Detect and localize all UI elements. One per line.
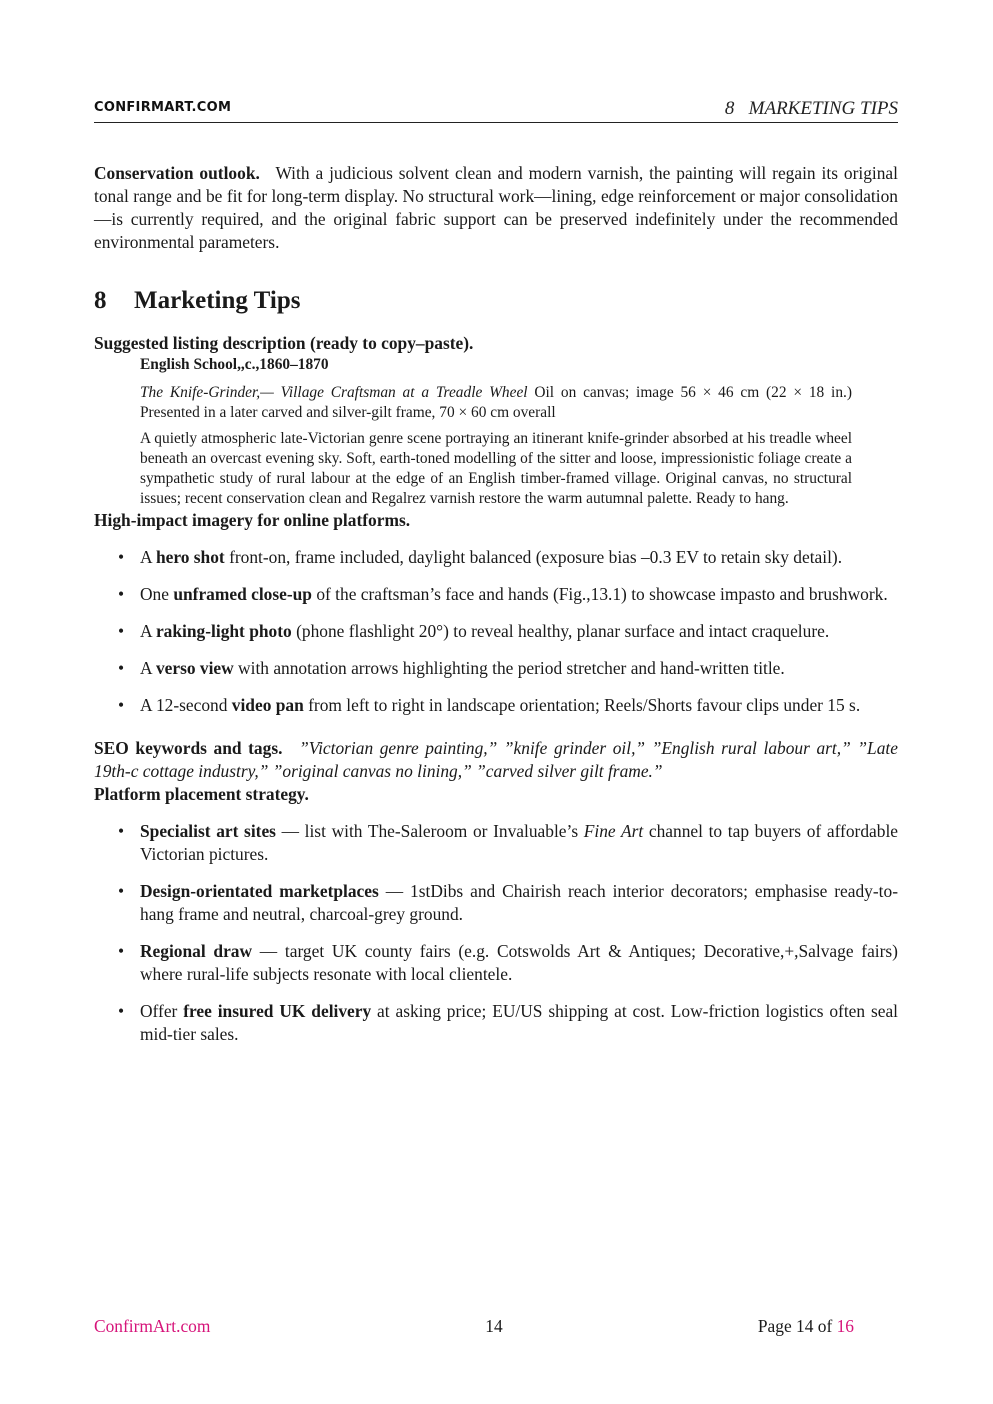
bullet-icon: •	[118, 547, 125, 567]
listing-description: A quietly atmospheric late-Victorian genre scene portraying an itinerant knife-grinder absorbed at his treadle wheel beneath an overcast evening sky. Soft, earth-toned modelling of the sitter and loose, impressionistic foliage create a sympathetic study of rural labour at the edge of an English timber-framed village. Original canvas, no structural issues; recent conservation clean and Regalrez varnish restore the warm autumnal palette. Ready to hang.	[140, 430, 852, 507]
list-item	[94, 620, 898, 643]
seo-label: SEO keywords and tags.	[94, 738, 283, 758]
page-header	[94, 98, 898, 123]
item-text: — target UK county fairs (e.g. Cotswolds Art & Antiques; Decorative,+,Salvage fairs) where rural-life subjects resonate with local clientele.	[140, 941, 898, 984]
bullet-icon: •	[118, 1001, 125, 1021]
item-text: A	[140, 547, 156, 567]
section-number: 8	[94, 287, 107, 314]
placement-heading: Platform placement strategy.	[94, 784, 309, 804]
page-total-link[interactable]: 16	[836, 1316, 854, 1336]
item-text: A 12-second	[140, 695, 232, 715]
footer-site-link[interactable]: ConfirmArt.com	[94, 1316, 211, 1336]
item-bold: verso view	[155, 658, 234, 678]
page-label: Page 14 of	[757, 1316, 837, 1336]
item-italic: Fine Art	[583, 821, 644, 841]
bullet-icon: •	[118, 881, 125, 901]
list-item	[94, 1000, 898, 1046]
item-text: channel to tap buyers of affordable Victorian pictures.	[140, 821, 898, 864]
list-item	[94, 583, 898, 606]
item-text: at asking price; EU/US shipping at cost. Low-friction logistics often seal mid-tier sales.	[140, 1001, 899, 1044]
footer-page-count	[758, 1316, 854, 1337]
site-logo: CONFIRMART.COM	[94, 100, 232, 115]
list-item	[94, 880, 898, 926]
conservation-text: With a judicious solvent clean and modern varnish, the painting will regain its original tonal range and be fit for long-term display. No structural work—lining, edge reinforcement or major consolidation—is currently required, and the original fabric support can be preserved indefinitely under the recommended environmental parameters.	[94, 163, 898, 252]
item-bold: hero shot	[155, 547, 225, 567]
item-text: — list with The-Saleroom or Invaluable’s	[275, 821, 584, 841]
list-item	[94, 694, 898, 717]
conservation-paragraph	[94, 162, 898, 254]
section-title: Marketing Tips	[134, 287, 301, 314]
conservation-label: Conservation outlook.	[94, 163, 260, 183]
item-bold: raking-light photo	[155, 621, 292, 641]
item-text: A	[140, 658, 156, 678]
list-item	[94, 546, 898, 569]
listing-work-title: The Knife-Grinder,— Village Craftsman at a Treadle Wheel	[140, 384, 528, 401]
item-text: — 1stDibs and Chairish reach interior decorators; emphasise ready-to-hang frame and neutral, charcoal-grey ground.	[140, 881, 898, 924]
list-item	[94, 657, 898, 680]
item-text: A	[140, 621, 156, 641]
item-text: with annotation arrows highlighting the period stretcher and hand-written title.	[233, 658, 785, 678]
item-text: One	[140, 584, 174, 604]
item-text: of the craftsman’s face and hands (Fig.,13.1) to showcase impasto and brushwork.	[311, 584, 888, 604]
listing-title: English School,,c.,1860–1870	[140, 356, 329, 373]
list-item	[94, 940, 898, 986]
item-text: (phone flashlight 20°) to reveal healthy, planar surface and intact craquelure.	[291, 621, 830, 641]
seo-paragraph	[94, 737, 898, 783]
placement-list	[94, 820, 898, 1046]
listing-block	[140, 355, 852, 509]
imagery-list	[94, 546, 898, 717]
item-bold: free insured UK delivery	[183, 1001, 372, 1021]
item-text: front-on, frame included, daylight balanced (exposure bias –0.3 EV to retain sky detail).	[224, 547, 843, 567]
imagery-heading: High-impact imagery for online platforms.	[94, 510, 411, 530]
item-bold: video pan	[231, 695, 304, 715]
main-content	[94, 162, 898, 1060]
bullet-icon: •	[118, 621, 125, 641]
item-bold: Design-orientated marketplaces	[140, 881, 379, 901]
bullet-icon: •	[118, 584, 125, 604]
section-heading	[94, 286, 898, 316]
item-bold: unframed close-up	[173, 584, 312, 604]
item-bold: Specialist art sites	[140, 821, 276, 841]
bullet-icon: •	[118, 658, 125, 678]
bullet-icon: •	[118, 941, 125, 961]
page-footer	[94, 1316, 854, 1340]
running-head: 8 MARKETING TIPS	[724, 98, 898, 119]
bullet-icon: •	[118, 695, 125, 715]
item-text: Offer	[140, 1001, 184, 1021]
listing-heading: Suggested listing description (ready to copy–paste).	[94, 333, 474, 353]
bullet-icon: •	[118, 821, 125, 841]
seo-keywords: ”Victorian genre painting,” ”knife grinder oil,” ”English rural labour art,” ”Late 19th-c cottage industry,” ”original canvas no lining,” ”carved silver gilt frame.”	[94, 738, 898, 781]
list-item	[94, 820, 898, 866]
footer-page-number: 14	[485, 1316, 503, 1336]
item-bold: Regional draw	[140, 941, 253, 961]
listing-specs	[140, 383, 852, 423]
item-text: from left to right in landscape orientation; Reels/Shorts favour clips under 15 s.	[303, 695, 861, 715]
listing-specs-text: Oil on canvas; image 56 × 46 cm (22 × 18 in.) Presented in a later carved and silver-gilt frame, 70 × 60 cm overall	[140, 384, 852, 421]
